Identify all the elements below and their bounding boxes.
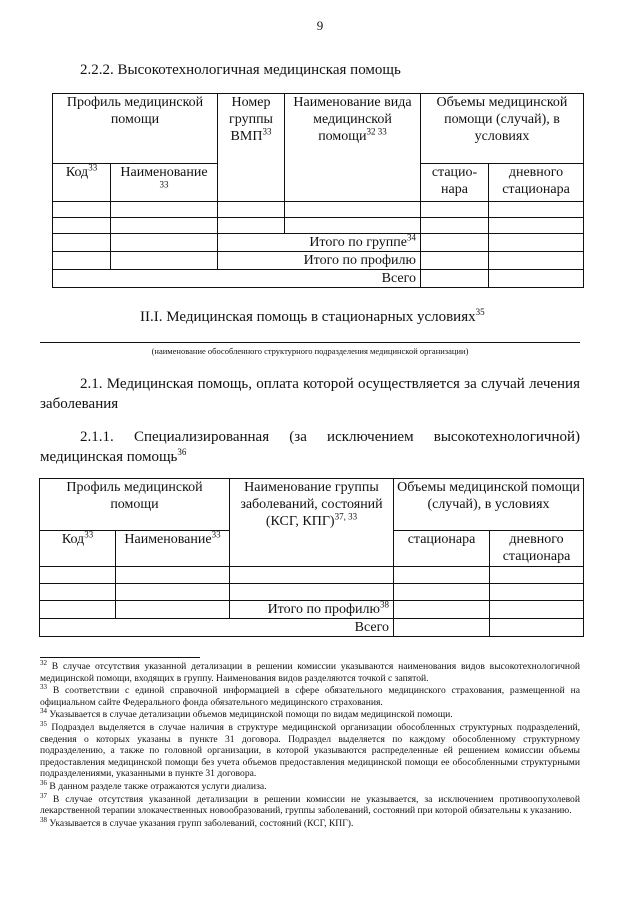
header-inpatient: стацио-нара bbox=[421, 164, 489, 202]
total-all-row bbox=[40, 619, 584, 637]
footnote: $^{35}$ Подраздел выделяется в случае наличия в структуре медицинской организации обособленных структурных подразделений, сведения о которых указаны в пункте 31 договора. Подраздел выделяется по каждому обособленному структурному подразделению, а также по головной организации, в которой указываются распределенные ей решением комиссии объемы предоставления медицинской помощи без учета объемов предоставления медицинской помощи ее обособленными структурными подразделениями, указанными в пункте 31 договора. bbox=[40, 719, 580, 780]
header-name: Наименование $^{33}$ bbox=[111, 164, 218, 202]
table-row bbox=[53, 218, 584, 234]
footnote: $^{32}$ В случае отсутствия указанной детализации в решении комиссии указываются наименования видов высокотехнологичной медицинской помощи, входящих в группу. Наименования видов разделяются точкой с запятой. bbox=[40, 658, 581, 684]
table-row bbox=[40, 567, 584, 584]
total-profile-row bbox=[53, 252, 584, 270]
total-all-label: Всего bbox=[381, 271, 416, 286]
footnote: $^{33}$ В соответствии с единой справочной информацией в сфере обязательного медицинского страхования, размещенной на официальном сайте Федерального фонда обязательного медицинского страхования. bbox=[40, 683, 580, 708]
page-number: 9 bbox=[316, 18, 324, 33]
footnote: $^{36}$ В данном разделе также отражаются услуги диализа. bbox=[40, 778, 267, 792]
section-2-1-title: II.I. Медицинская помощь в стационарных условиях$^{35}$ bbox=[140, 307, 485, 325]
total-group-row: Итого по группе$^{34}$ bbox=[53, 234, 584, 252]
footnote: $^{34}$ Указывается в случае детализации объемов медицинской помощи по видам медицинской помощи. bbox=[40, 707, 453, 721]
header-day-hospital: дневного стационара bbox=[489, 164, 584, 202]
header-vmp-kind: Наименование вида медицинской помощи$^{32 33}$ bbox=[285, 94, 421, 202]
header-inpatient: стационара bbox=[394, 531, 490, 567]
vmp-table bbox=[52, 93, 584, 288]
paragraph-2-1: 2.1. Медицинская помощь, оплата которой осуществляется за случай лечения заболевания bbox=[40, 376, 580, 412]
header-disease-groups: Наименование группы заболеваний, состояний (КСГ, КПГ)$^{37, 33}$ bbox=[230, 479, 394, 567]
subdivision-line bbox=[40, 342, 580, 343]
table-row bbox=[53, 202, 584, 218]
subdivision-caption: (наименование обособленного структурного подразделения медицинской организации) bbox=[151, 346, 469, 356]
total-profile-label: Итого по профилю bbox=[267, 602, 380, 617]
total-group-label: Итого по группе bbox=[309, 235, 407, 250]
footnotes bbox=[40, 658, 581, 830]
total-profile-row: Итого по профилю$^{38}$ bbox=[40, 601, 584, 619]
total-all-label: Всего bbox=[354, 620, 389, 635]
total-profile-label: Итого по профилю bbox=[303, 253, 416, 268]
header-volumes: Объемы медицинской помощи (случай), в условиях bbox=[421, 94, 584, 164]
header-profile: Профиль медицинской помощи bbox=[40, 479, 230, 531]
header-vmp-group: Номер группы ВМП$^{33}$ bbox=[218, 94, 285, 202]
specialized-care-table bbox=[39, 478, 584, 637]
header-day-hospital: дневного стационара bbox=[490, 531, 584, 567]
total-all-row bbox=[53, 270, 584, 288]
header-volumes: Объемы медицинской помощи (случай), в условиях bbox=[394, 479, 584, 531]
footnote: $^{37}$ В случае отсутствия указанной детализации в решении комиссии не указывается, за исключением противоопухолевой лекарственной терапии злокачественных новообразований, группы заболеваний, состояний при которой обязательны к указанию. bbox=[40, 791, 580, 817]
header-profile: Профиль медицинской помощи bbox=[53, 94, 218, 164]
header-code: Код$^{33}$ bbox=[40, 531, 116, 567]
header-code: Код$^{33}$ bbox=[53, 164, 111, 202]
footnote: $^{38}$ Указывается в случае указания групп заболеваний, состояний (КСГ, КПГ). bbox=[40, 815, 354, 829]
section-2-2-2-title: 2.2.2. Высокотехнологичная медицинская помощь bbox=[80, 62, 401, 78]
paragraph-2-1-1: 2.1.1. Специализированная (за исключением высокотехнологичной) медицинская помощь$^{36}$ bbox=[40, 429, 580, 465]
footnote-separator bbox=[40, 657, 200, 658]
table-row bbox=[40, 584, 584, 601]
header-name: Наименование$^{33}$ bbox=[116, 531, 230, 567]
